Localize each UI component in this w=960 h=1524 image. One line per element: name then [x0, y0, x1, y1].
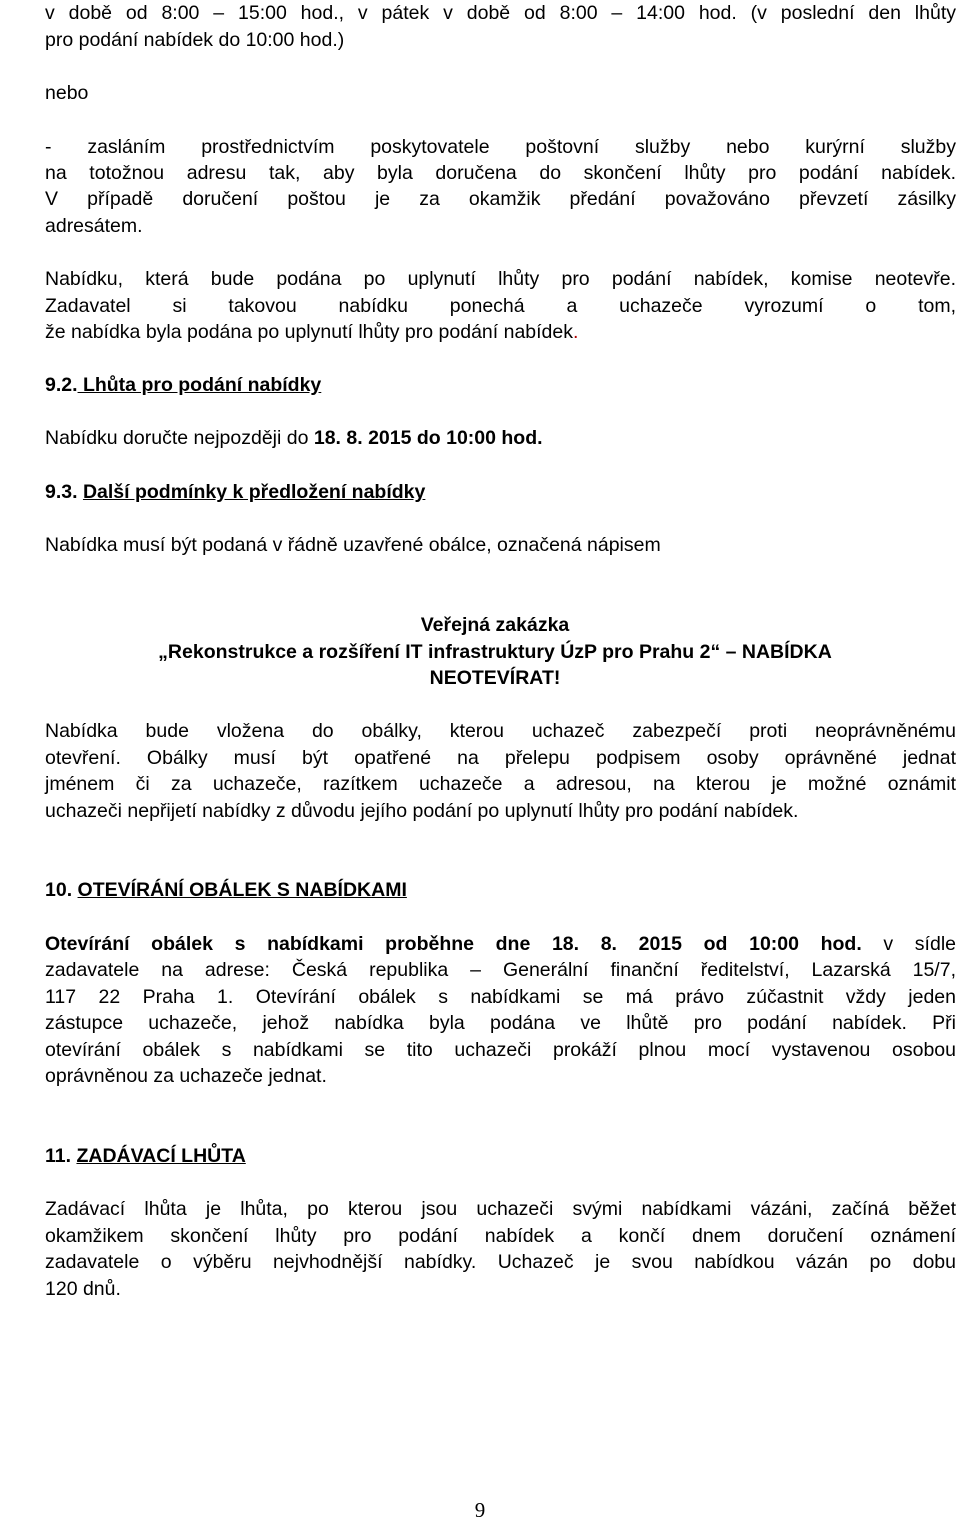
para4-line3: jménem či za uchazeče, razítkem uchazeče a adresou, na kterou je možné oznámit — [45, 773, 956, 795]
section-10-line2: zadavatele na adrese: Česká republika – Generální finanční ředitelství, Lazarská 15/7, — [45, 959, 956, 981]
page-number: 9 — [474, 1498, 486, 1522]
section-11-line4: 120 dnů. — [45, 1278, 121, 1300]
para1-line2: pro podání nabídek do 10:00 hod.) — [45, 29, 345, 51]
section-10-line5: otevírání obálek s nabídkami se tito uchazeči prokáží plnou mocí vystavenou osobou — [45, 1039, 956, 1061]
section-11-line3: zadavatele o výběru nejvhodnější nabídky. Uchazeč je svou nabídkou vázán po dobu — [45, 1251, 956, 1273]
section-10-line1 — [45, 931, 956, 958]
section-9-3-heading — [45, 479, 956, 506]
section-9-3-text: Nabídka musí být podaná v řádně uzavřené obálce, označená nápisem — [45, 534, 661, 556]
section-10-number: 10. — [45, 879, 78, 901]
or-text: nebo — [45, 82, 89, 104]
section-9-2-number: 9.2. — [45, 374, 78, 396]
para3-line2: Zadavatel si takovou nabídku ponechá a uchazeče vyrozumí o tom, — [45, 295, 956, 317]
para2-line4: adresátem. — [45, 215, 143, 237]
section-10-heading — [45, 877, 956, 904]
section-9-2-text — [45, 425, 956, 452]
section-9-3-number: 9.3. — [45, 481, 78, 503]
section-9-2-heading — [45, 372, 956, 399]
section-10-line3: 117 22 Praha 1. Otevírání obálek s nabídkami se má právo zúčastnit vždy jeden — [45, 986, 956, 1008]
section-9-3-title: Další podmínky k předložení nabídky — [82, 481, 426, 503]
section-10-opening-date: Otevírání obálek s nabídkami proběhne dne 18. 8. 2015 od 10:00 hod. — [45, 933, 862, 955]
section-10-line1-rest: v sídle — [861, 933, 956, 955]
envelope-label-line1: Veřejná zakázka — [420, 614, 570, 636]
para1-line1: v době od 8:00 – 15:00 hod., v pátek v době od 8:00 – 14:00 hod. (v poslední den lhůty — [45, 2, 956, 24]
para3-line1: Nabídku, která bude podána po uplynutí lhůty pro podání nabídek, komise neotevře. — [45, 268, 956, 290]
section-11-number: 11. — [45, 1145, 77, 1167]
section-10-line6: oprávněnou za uchazeče jednat. — [45, 1065, 327, 1087]
envelope-label-line2: „Rekonstrukce a rozšíření IT infrastruktury ÚzP pro Prahu 2“ – NABÍDKA — [158, 641, 832, 663]
para3-line3-period: . — [573, 321, 579, 343]
para4-line1: Nabídka bude vložena do obálky, kterou uchazeč zabezpečí proti neoprávněnému — [45, 720, 956, 742]
para2-line1: - zasláním prostřednictvím poskytovatele poštovní služby nebo kurýrní služby — [45, 136, 956, 158]
section-9-2-deadline: 18. 8. 2015 do 10:00 hod. — [313, 427, 543, 449]
para3-line3 — [45, 319, 956, 346]
section-9-2-title: Lhůta pro podání nabídky — [77, 374, 322, 396]
section-10-line4: zástupce uchazeče, jehož nabídka byla podána ve lhůtě pro podání nabídek. Při — [45, 1012, 956, 1034]
section-11-line2: okamžikem skončení lhůty pro podání nabídek a končí dnem doručení oznámení — [45, 1225, 956, 1247]
para4-line2: otevření. Obálky musí být opatřené na přelepu podpisem osoby oprávněné jednat — [45, 747, 956, 769]
section-11-line1: Zadávací lhůta je lhůta, po kterou jsou uchazeči svými nabídkami vázáni, začíná běžet — [45, 1198, 956, 1220]
para2-line3: V případě doručení poštou je za okamžik předání považováno převzetí zásilky — [45, 188, 956, 210]
para4-line4: uchazeči nepřijetí nabídky z důvodu jejího podání po uplynutí lhůty pro podání nabídek. — [45, 800, 799, 822]
para3-line3-text: že nabídka byla podána po uplynutí lhůty pro podání nabídek — [45, 321, 573, 343]
section-9-2-text-prefix: Nabídku doručte nejpozději do — [45, 427, 314, 449]
section-11-heading — [45, 1143, 956, 1170]
para2-line2: na totožnou adresu tak, aby byla doručena do skončení lhůty pro podání nabídek. — [45, 162, 956, 184]
section-10-title: OTEVÍRÁNÍ OBÁLEK S NABÍDKAMI — [77, 879, 407, 901]
envelope-label-line3: NEOTEVÍRAT! — [429, 667, 561, 689]
section-11-title: ZADÁVACÍ LHŮTA — [76, 1145, 246, 1167]
